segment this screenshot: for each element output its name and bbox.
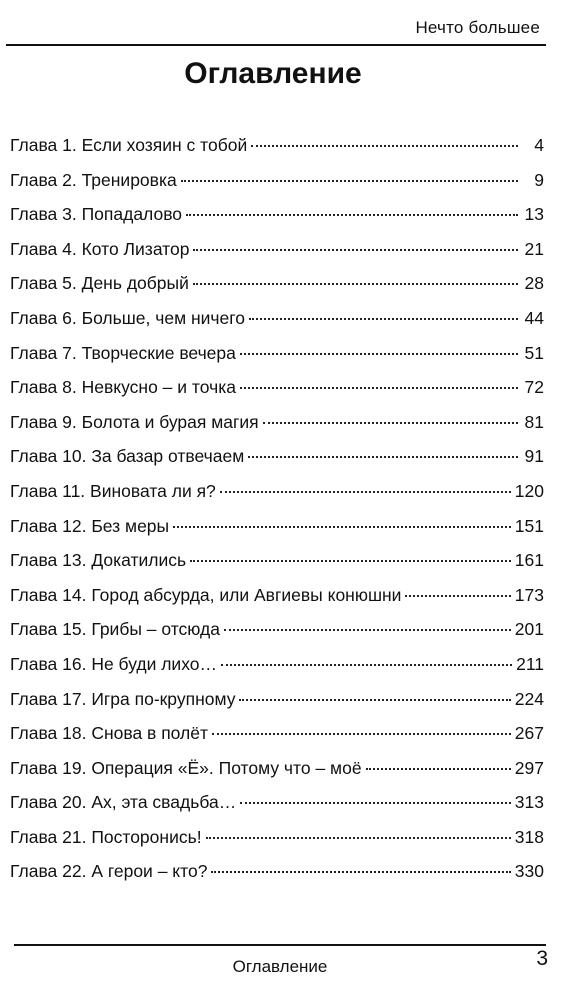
dot-leader (206, 837, 511, 839)
toc-entry (10, 653, 544, 688)
dot-leader (193, 249, 518, 251)
chapter-page-number: 91 (524, 446, 544, 467)
chapter-title: Глава 6. Больше, чем ничего (10, 307, 246, 328)
chapter-page-number: 72 (524, 377, 544, 398)
page-number: 3 (536, 947, 548, 970)
chapter-page-number: 28 (524, 273, 544, 294)
chapter-page-number: 224 (514, 688, 544, 709)
dot-leader (240, 387, 518, 389)
dot-leader (211, 871, 510, 873)
dot-leader (173, 526, 511, 528)
chapter-page-number: 13 (524, 204, 544, 225)
toc-entry (10, 411, 544, 446)
chapter-title: Глава 13. Докатились (10, 550, 187, 571)
dot-leader (181, 180, 518, 182)
toc-entry (10, 445, 544, 480)
dot-leader (212, 733, 511, 735)
toc-entry (10, 757, 544, 792)
chapter-page-number: 330 (514, 861, 544, 882)
toc-entry (10, 307, 544, 342)
chapter-title: Глава 20. Ах, эта свадьба… (10, 792, 237, 813)
toc-entry (10, 480, 544, 515)
toc-entry (10, 376, 544, 411)
dot-leader (240, 802, 511, 804)
toc-entry (10, 549, 544, 584)
chapter-title: Глава 4. Кото Лизатор (10, 238, 190, 259)
header-rule (6, 44, 546, 46)
chapter-title: Глава 14. Город абсурда, или Авгиевы конюшни (10, 584, 402, 605)
chapter-title: Глава 21. Посторонись! (10, 826, 202, 847)
chapter-page-number: 201 (514, 619, 544, 640)
chapter-page-number: 297 (514, 757, 544, 778)
toc-entry (10, 203, 544, 238)
footer-rule (14, 944, 546, 946)
dot-leader (249, 318, 518, 320)
chapter-title: Глава 7. Творческие вечера (10, 342, 236, 363)
dot-leader (193, 283, 518, 285)
dot-leader (239, 699, 510, 701)
chapter-page-number: 318 (514, 826, 544, 847)
running-footer: Оглавление (232, 957, 328, 976)
dot-leader (220, 491, 511, 493)
dot-leader (366, 768, 511, 770)
chapter-title: Глава 18. Снова в полёт (10, 723, 208, 744)
toc-entry (10, 826, 544, 861)
chapter-page-number: 81 (524, 411, 544, 432)
dot-leader (263, 422, 518, 424)
dot-leader (251, 145, 518, 147)
running-header: Нечто большее (415, 18, 540, 37)
chapter-page-number: 151 (514, 515, 544, 536)
chapter-title: Глава 3. Попадалово (10, 204, 183, 225)
chapter-title: Глава 2. Тренировка (10, 169, 177, 190)
chapter-page-number: 4 (534, 135, 544, 155)
chapter-title: Глава 11. Виновата ли я? (10, 480, 216, 501)
toc-entry (10, 169, 544, 204)
toc-entry (10, 342, 544, 377)
toc-entry (10, 238, 544, 273)
chapter-page-number: 267 (514, 723, 544, 744)
toc-entry (10, 134, 544, 169)
chapter-page-number: 173 (514, 584, 544, 605)
toc-entry (10, 515, 544, 550)
table-of-contents (10, 134, 544, 895)
chapter-page-number: 161 (514, 550, 544, 571)
chapter-title: Глава 22. А герои – кто? (10, 861, 208, 882)
chapter-page-number: 51 (524, 342, 544, 363)
dot-leader (248, 456, 518, 458)
chapter-page-number: 211 (516, 653, 544, 674)
chapter-page-number: 120 (514, 480, 544, 501)
page-title: Оглавление (184, 57, 362, 90)
chapter-page-number: 313 (514, 792, 544, 813)
chapter-title: Глава 8. Невкусно – и точка (10, 377, 236, 398)
chapter-title: Глава 17. Игра по-крупному (10, 688, 236, 709)
dot-leader (186, 214, 518, 216)
chapter-title: Глава 9. Болота и бурая магия (10, 411, 259, 432)
toc-entry (10, 618, 544, 653)
toc-entry (10, 584, 544, 619)
toc-entry (10, 791, 544, 826)
chapter-title: Глава 5. День добрый (10, 273, 189, 294)
chapter-page-number: 9 (534, 169, 544, 190)
chapter-title: Глава 10. За базар отвечаем (10, 446, 245, 467)
chapter-title: Глава 16. Не буди лихо… (10, 653, 217, 674)
dot-leader (224, 629, 511, 631)
chapter-page-number: 21 (524, 238, 544, 259)
chapter-title: Глава 12. Без меры (10, 515, 170, 536)
toc-entry (10, 688, 544, 723)
dot-leader (405, 595, 510, 597)
chapter-title: Глава 15. Грибы – отсюда (10, 619, 220, 640)
toc-entry (10, 860, 544, 895)
toc-entry (10, 272, 544, 307)
dot-leader (240, 353, 518, 355)
toc-entry (10, 722, 544, 757)
dot-leader (190, 560, 511, 562)
chapter-title: Глава 1. Если хозяин с тобой (10, 135, 248, 155)
dot-leader (221, 664, 512, 666)
chapter-title: Глава 19. Операция «Ё». Потому что – моё (10, 757, 362, 778)
chapter-page-number: 44 (524, 307, 544, 328)
